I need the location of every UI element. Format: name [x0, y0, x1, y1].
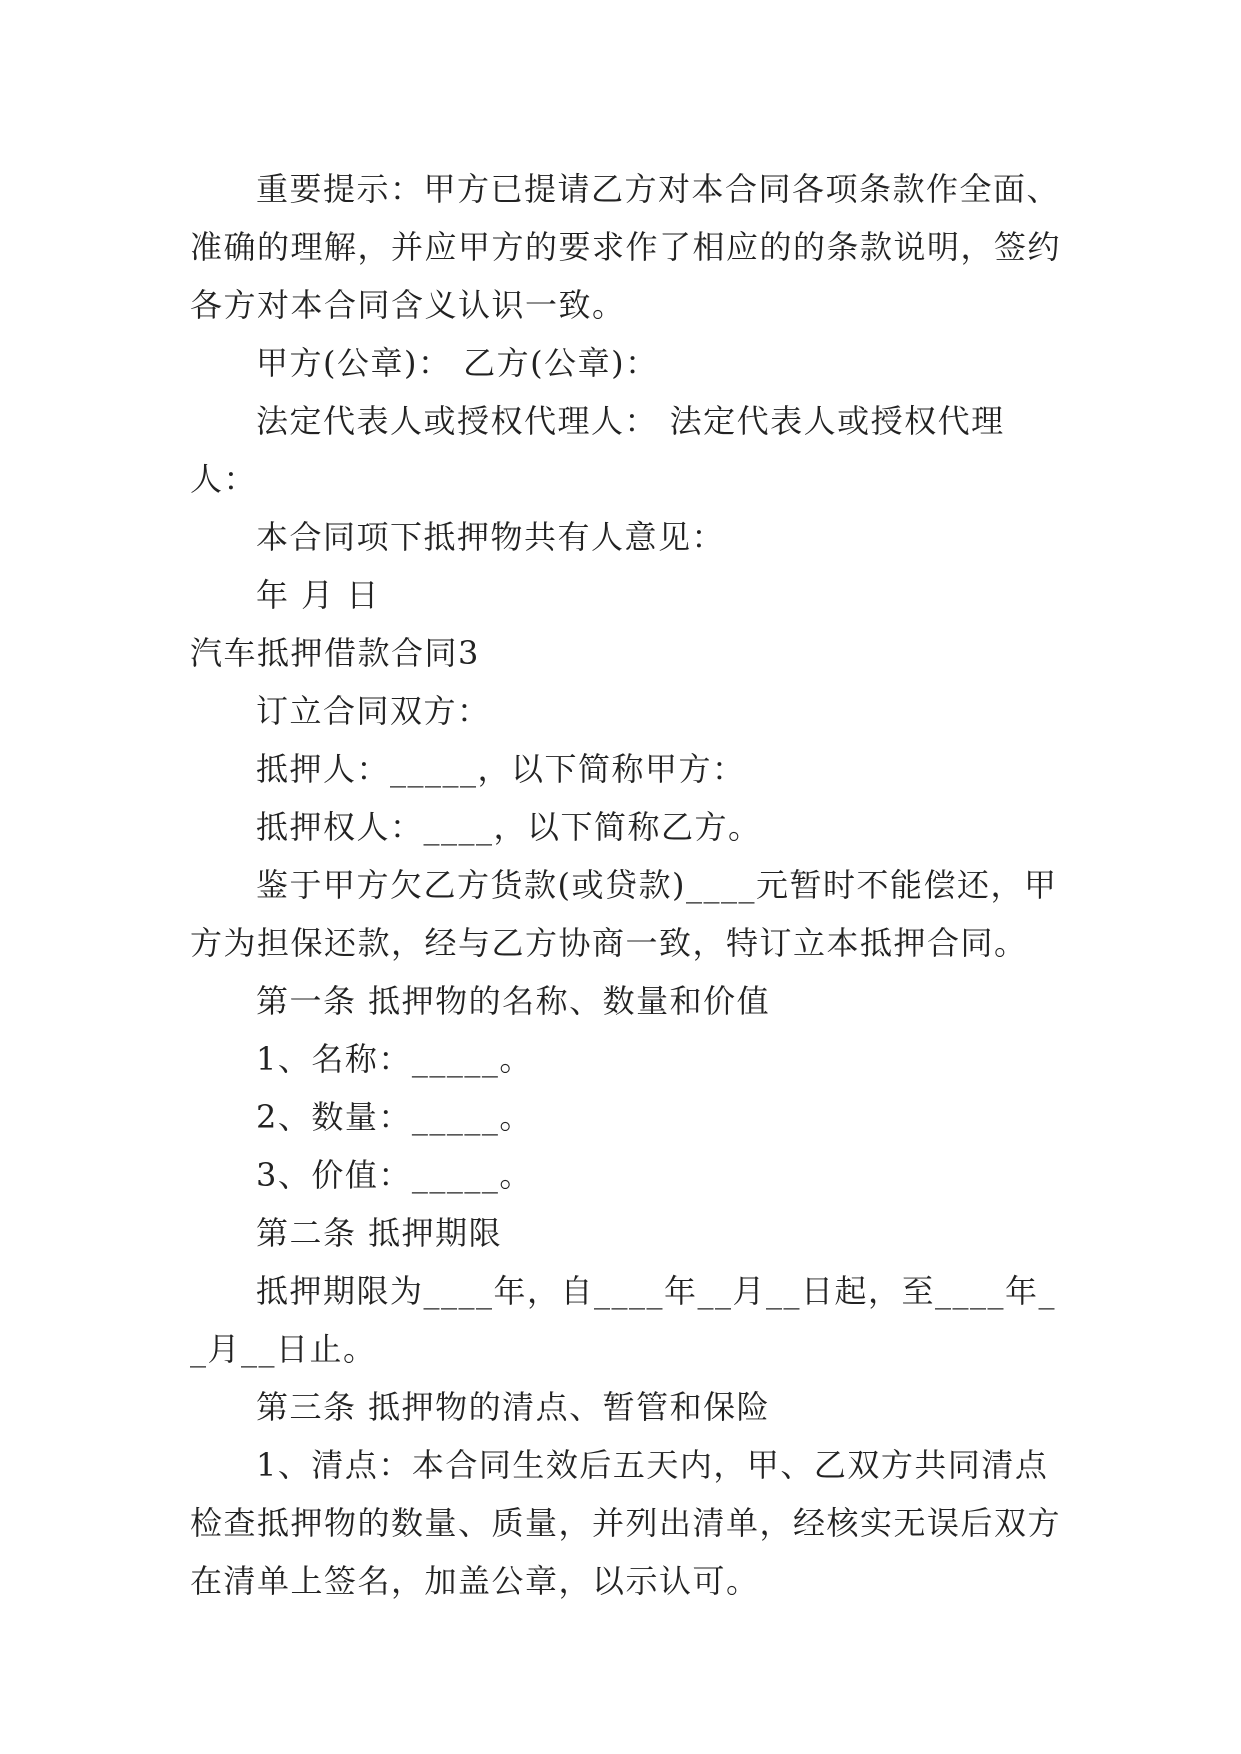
mortgagor-line: 抵押人：_____，以下简称甲方：	[256, 750, 746, 788]
article-2-heading: 第二条 抵押期限	[256, 1214, 503, 1252]
mortgagee-line: 抵押权人：____，以下简称乙方。	[256, 808, 762, 846]
legal-representatives-line: 法定代表人或授权代理人： 法定代表人或授权代理人：	[190, 402, 1005, 498]
document-body	[190, 160, 1070, 1610]
parties-heading: 订立合同双方：	[256, 692, 491, 730]
article-3-heading: 第三条 抵押物的清点、暂管和保险	[256, 1388, 771, 1426]
important-notice-paragraph: 重要提示：甲方已提请乙方对本合同各项条款作全面、准确的理解，并应甲方的要求作了相应的的条款说明，签约各方对本合同含义认识一致。	[190, 170, 1062, 324]
article-1-quantity-line: 2、数量：_____。	[256, 1098, 533, 1136]
date-line: 年 月 日	[256, 576, 380, 614]
article-1-heading: 第一条 抵押物的名称、数量和价值	[256, 982, 771, 1020]
contract-title: 汽车抵押借款合同3	[190, 634, 480, 672]
preamble-paragraph: 鉴于甲方欠乙方货款(或贷款)____元暂时不能偿还，甲方为担保还款，经与乙方协商一致，特订立本抵押合同。	[190, 866, 1058, 962]
article-1-name-line: 1、名称：_____。	[256, 1040, 533, 1078]
article-1-value-line: 3、价值：_____。	[256, 1156, 533, 1194]
co-owner-opinion-line: 本合同项下抵押物共有人意见：	[256, 518, 726, 556]
company-seals-line: 甲方(公章)： 乙方(公章)：	[256, 344, 659, 382]
article-3-inventory-paragraph: 1、清点：本合同生效后五天内，甲、乙双方共同清点检查抵押物的数量、质量，并列出清单，经核实无误后双方在清单上签名，加盖公章，以示认可。	[190, 1446, 1062, 1600]
article-2-term-paragraph: 抵押期限为____年，自____年__月__日起，至____年__月__日止。	[190, 1272, 1057, 1368]
